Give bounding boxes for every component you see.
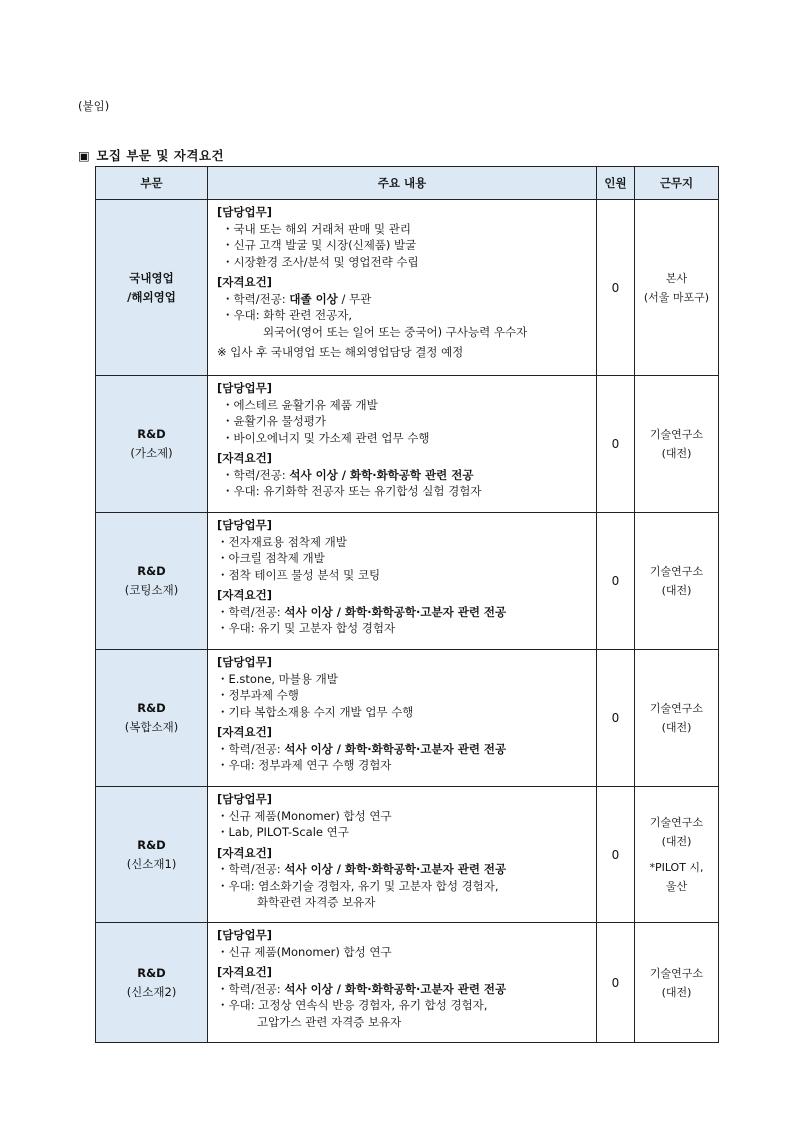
duties-label: [담당업무]: [217, 518, 272, 532]
recruitment-table: [95, 166, 719, 1043]
dept-sub: (신소재1): [126, 856, 177, 871]
dept-sub: (신소재2): [126, 984, 177, 999]
duty-item: ・Lab, PILOT-Scale 연구: [217, 825, 349, 839]
req-education: ・학력/전공: 석사 이상 / 화학·화학공학·고분자 관련 전공: [217, 604, 507, 619]
dept-sub: /해외영업: [127, 289, 176, 304]
notice-text: ※ 입사 후 국내영업 또는 해외영업담당 결정 예정: [217, 345, 464, 359]
header-dept: 부문: [96, 167, 208, 200]
dept-name: R&D: [137, 965, 166, 980]
content-cell: [208, 200, 597, 376]
duty-item: ・신규 고객 발굴 및 시장(신제품) 발굴: [222, 238, 417, 252]
req-education: ・학력/전공: 석사 이상 / 화학·화학공학·고분자 관련 전공: [217, 981, 507, 996]
location-sub: (대전): [661, 721, 692, 734]
count-cell: 0: [597, 787, 635, 923]
req-preferred: ・우대: 유기화학 전공자 또는 유기합성 실험 경험자: [222, 484, 482, 498]
table-row: [96, 787, 719, 923]
table-row: [96, 513, 719, 650]
duties-label: [담당업무]: [217, 381, 272, 395]
location-name: 기술연구소: [649, 428, 704, 441]
table-row: [96, 376, 719, 513]
location-sub: (서울 마포구): [643, 290, 710, 304]
req-preferred-cont: 외국어(영어 또는 일어 또는 중국어) 구사능력 우수자: [263, 324, 528, 339]
location-sub: (대전): [661, 447, 692, 460]
req-preferred: ・우대: 유기 및 고분자 합성 경험자: [217, 621, 396, 635]
duty-item: ・에스테르 윤활기유 제품 개발: [222, 397, 378, 412]
content-cell: [208, 650, 597, 787]
requirements-label: [자격요건]: [217, 451, 272, 465]
duty-item: ・시장환경 조사/분석 및 영업전략 수립: [222, 254, 419, 269]
req-education: ・학력/전공: 석사 이상 / 화학·화학공학·고분자 관련 전공: [217, 741, 507, 756]
req-education: ・학력/전공: 석사 이상 / 화학·화학공학·고분자 관련 전공: [217, 862, 507, 876]
location-note-cont: 울산: [665, 880, 688, 893]
duty-item: ・국내 또는 해외 거래처 판매 및 관리: [222, 221, 411, 236]
duty-item: ・점착 테이프 물성 분석 및 코팅: [217, 567, 381, 582]
content-cell: [208, 376, 597, 513]
req-preferred: ・우대: 정부과제 연구 수행 경험자: [217, 758, 392, 772]
dept-cell: [96, 650, 208, 787]
dept-name: R&D: [137, 427, 166, 441]
location-name: 본사: [665, 271, 688, 285]
duties-label: [담당업무]: [217, 928, 272, 942]
req-preferred: ・우대: 화학 관련 전공자,: [222, 308, 352, 322]
location-cell: [635, 513, 719, 650]
content-cell: [208, 513, 597, 650]
location-cell: [635, 650, 719, 787]
content-cell: [208, 923, 597, 1043]
table-header-row: [96, 167, 719, 200]
header-count: 인원: [597, 167, 635, 200]
duties-label: [담당업무]: [217, 655, 272, 669]
location-name: 기술연구소: [649, 816, 704, 829]
dept-sub: (복합소재): [124, 720, 179, 734]
requirements-label: [자격요건]: [217, 275, 272, 289]
section-title: [78, 146, 224, 164]
location-name: 기술연구소: [649, 702, 704, 715]
count-cell: 0: [597, 376, 635, 513]
dept-cell: [96, 923, 208, 1043]
location-sub: (대전): [661, 835, 692, 848]
location-cell: [635, 787, 719, 923]
dept-name: R&D: [137, 701, 166, 715]
requirements-label: [자격요건]: [217, 725, 272, 739]
table-row: [96, 923, 719, 1043]
table-row: [96, 200, 719, 376]
requirements-label: [자격요건]: [217, 588, 272, 602]
duty-item: ・E.stone, 마블용 개발: [217, 671, 338, 686]
dept-sub: (코팅소재): [124, 583, 179, 597]
location-cell: [635, 200, 719, 376]
duty-item: ・윤활기유 물성평가: [222, 414, 327, 428]
dept-name: 국내영업: [129, 270, 174, 285]
req-preferred: ・우대: 염소화기술 경험자, 유기 및 고분자 합성 경험자,: [217, 878, 499, 893]
header-content: 주요 내용: [208, 167, 597, 200]
header-location: 근무지: [635, 167, 719, 200]
req-education: ・학력/전공: 대졸 이상 / 무관: [222, 291, 372, 306]
dept-name: R&D: [137, 837, 166, 852]
dept-name: R&D: [137, 564, 166, 578]
location-name: 기술연구소: [649, 966, 704, 980]
duty-item: ・정부과제 수행: [217, 688, 299, 702]
square-bullet-icon: ▣: [78, 148, 91, 163]
duty-item: ・신규 제품(Monomer) 합성 연구: [217, 808, 392, 823]
req-preferred: ・우대: 고정상 연속식 반응 경험자, 유기 합성 경험자,: [217, 998, 488, 1012]
dept-cell: [96, 200, 208, 376]
location-note: *PILOT 시,: [649, 861, 704, 874]
content-cell: [208, 787, 597, 923]
location-cell: [635, 923, 719, 1043]
duty-item: ・기타 복합소재용 수지 개발 업무 수행: [217, 704, 414, 719]
location-sub: (대전): [661, 584, 692, 597]
count-cell: 0: [597, 650, 635, 787]
location-cell: [635, 376, 719, 513]
count-cell: 0: [597, 513, 635, 650]
count-cell: 0: [597, 200, 635, 376]
count-cell: 0: [597, 923, 635, 1043]
dept-cell: [96, 513, 208, 650]
duty-item: ・신규 제품(Monomer) 합성 연구: [217, 944, 392, 959]
duty-item: ・아크릴 점착제 개발: [217, 551, 325, 565]
requirements-label: [자격요건]: [217, 965, 272, 979]
table-row: [96, 650, 719, 787]
duties-label: [담당업무]: [217, 205, 272, 219]
req-preferred-cont: 고압가스 관련 자격증 보유자: [257, 1014, 402, 1029]
req-preferred-cont: 화학관련 자격증 보유자: [257, 895, 376, 909]
section-title-text: 모집 부문 및 자격요건: [96, 148, 225, 163]
req-education: ・학력/전공: 석사 이상 / 화학·화학공학 관련 전공: [222, 467, 474, 482]
duties-label: [담당업무]: [217, 792, 272, 806]
duty-item: ・전자재료용 점착제 개발: [217, 534, 347, 549]
location-sub: (대전): [661, 985, 692, 999]
location-name: 기술연구소: [649, 565, 704, 578]
requirements-label: [자격요건]: [217, 845, 272, 860]
duty-item: ・바이오에너지 및 가소제 관련 업무 수행: [222, 430, 430, 445]
dept-sub: (가소제): [130, 446, 173, 460]
dept-cell: [96, 376, 208, 513]
attachment-label: (붙임): [78, 99, 110, 113]
dept-cell: [96, 787, 208, 923]
